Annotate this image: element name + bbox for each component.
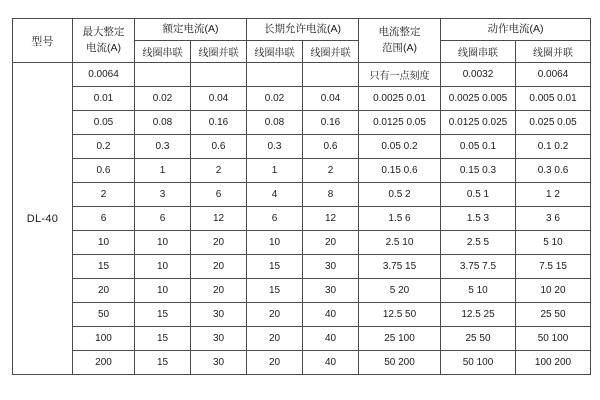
cell-max-setting: 0.6 bbox=[73, 159, 135, 183]
cell-action-parallel: 3 6 bbox=[516, 207, 591, 231]
table-row bbox=[13, 111, 591, 135]
model-value-cell: DL-40 bbox=[13, 63, 73, 375]
cell-max-setting: 200 bbox=[73, 351, 135, 375]
cell-rated-series: 3 bbox=[135, 183, 191, 207]
header-allow-parallel: 线圈并联 bbox=[303, 41, 359, 63]
table-row bbox=[13, 279, 591, 303]
cell-setting-range: 0.05 0.2 bbox=[359, 135, 441, 159]
cell-action-parallel: 0.3 0.6 bbox=[516, 159, 591, 183]
cell-rated-series: 10 bbox=[135, 279, 191, 303]
cell-rated-series: 15 bbox=[135, 327, 191, 351]
cell-action-series: 0.5 1 bbox=[441, 183, 516, 207]
cell-allow-parallel: 40 bbox=[303, 327, 359, 351]
header-allow-series: 线圈串联 bbox=[247, 41, 303, 63]
table-row bbox=[13, 207, 591, 231]
table-row bbox=[13, 135, 591, 159]
header-action-current: 动作电流(A) bbox=[441, 19, 591, 41]
cell-allow-series: 0.3 bbox=[247, 135, 303, 159]
header-setting-range-line1: 电流整定 bbox=[378, 26, 421, 39]
cell-allow-series bbox=[247, 63, 303, 87]
cell-action-parallel: 1 2 bbox=[516, 183, 591, 207]
cell-rated-parallel: 0.16 bbox=[191, 111, 247, 135]
table-row bbox=[13, 231, 591, 255]
cell-max-setting: 10 bbox=[73, 231, 135, 255]
cell-rated-parallel: 30 bbox=[191, 303, 247, 327]
cell-allow-parallel: 8 bbox=[303, 183, 359, 207]
header-max-setting-current bbox=[73, 19, 135, 63]
cell-action-parallel: 0.1 0.2 bbox=[516, 135, 591, 159]
cell-max-setting: 100 bbox=[73, 327, 135, 351]
cell-action-parallel: 25 50 bbox=[516, 303, 591, 327]
cell-rated-parallel: 12 bbox=[191, 207, 247, 231]
cell-allow-series: 15 bbox=[247, 279, 303, 303]
cell-rated-series: 15 bbox=[135, 303, 191, 327]
cell-allow-series: 0.08 bbox=[247, 111, 303, 135]
cell-action-series: 0.05 0.1 bbox=[441, 135, 516, 159]
cell-max-setting: 20 bbox=[73, 279, 135, 303]
header-setting-range-line2: 范围(A) bbox=[382, 41, 417, 54]
cell-allow-parallel: 0.04 bbox=[303, 87, 359, 111]
cell-action-series: 0.0025 0.005 bbox=[441, 87, 516, 111]
cell-rated-parallel: 30 bbox=[191, 351, 247, 375]
cell-action-parallel: 5 10 bbox=[516, 231, 591, 255]
cell-setting-range: 50 200 bbox=[359, 351, 441, 375]
cell-allow-parallel: 40 bbox=[303, 303, 359, 327]
cell-allow-parallel: 0.6 bbox=[303, 135, 359, 159]
cell-max-setting: 6 bbox=[73, 207, 135, 231]
cell-allow-series: 1 bbox=[247, 159, 303, 183]
cell-setting-range: 0.15 0.6 bbox=[359, 159, 441, 183]
cell-max-setting: 0.05 bbox=[73, 111, 135, 135]
cell-allow-series: 0.02 bbox=[247, 87, 303, 111]
table-row bbox=[13, 255, 591, 279]
cell-action-parallel: 0.005 0.01 bbox=[516, 87, 591, 111]
table-row bbox=[13, 327, 591, 351]
header-rated-current: 额定电流(A) bbox=[135, 19, 247, 41]
cell-allow-parallel: 30 bbox=[303, 279, 359, 303]
cell-rated-series: 15 bbox=[135, 351, 191, 375]
cell-rated-series bbox=[135, 63, 191, 87]
cell-action-series: 5 10 bbox=[441, 279, 516, 303]
cell-action-series: 25 50 bbox=[441, 327, 516, 351]
cell-allow-parallel: 40 bbox=[303, 351, 359, 375]
cell-rated-series: 0.08 bbox=[135, 111, 191, 135]
cell-allow-parallel: 12 bbox=[303, 207, 359, 231]
table-row bbox=[13, 351, 591, 375]
header-rated-series: 线圈串联 bbox=[135, 41, 191, 63]
table-row bbox=[13, 159, 591, 183]
cell-max-setting: 0.2 bbox=[73, 135, 135, 159]
cell-allow-parallel: 20 bbox=[303, 231, 359, 255]
cell-allow-parallel: 2 bbox=[303, 159, 359, 183]
cell-action-series: 3.75 7.5 bbox=[441, 255, 516, 279]
cell-setting-range: 3.75 15 bbox=[359, 255, 441, 279]
table-row bbox=[13, 183, 591, 207]
cell-action-series: 12.5 25 bbox=[441, 303, 516, 327]
cell-action-series: 1.5 3 bbox=[441, 207, 516, 231]
cell-allow-series: 15 bbox=[247, 255, 303, 279]
cell-action-series: 2.5 5 bbox=[441, 231, 516, 255]
cell-allow-series: 20 bbox=[247, 327, 303, 351]
header-action-parallel: 线圈并联 bbox=[516, 41, 591, 63]
cell-setting-range: 0.0025 0.01 bbox=[359, 87, 441, 111]
cell-setting-range: 只有一点刻度 bbox=[359, 63, 441, 87]
cell-allow-series: 20 bbox=[247, 351, 303, 375]
cell-rated-parallel: 0.04 bbox=[191, 87, 247, 111]
cell-action-series: 0.0125 0.025 bbox=[441, 111, 516, 135]
header-max-setting-line2: 电流(A) bbox=[86, 41, 121, 54]
table-row bbox=[13, 63, 591, 87]
cell-rated-parallel: 2 bbox=[191, 159, 247, 183]
cell-max-setting: 50 bbox=[73, 303, 135, 327]
cell-setting-range: 25 100 bbox=[359, 327, 441, 351]
header-rated-parallel: 线圈并联 bbox=[191, 41, 247, 63]
cell-allow-series: 20 bbox=[247, 303, 303, 327]
cell-rated-series: 0.02 bbox=[135, 87, 191, 111]
cell-allow-parallel: 30 bbox=[303, 255, 359, 279]
table-row bbox=[13, 87, 591, 111]
cell-allow-parallel: 0.16 bbox=[303, 111, 359, 135]
cell-rated-series: 0.3 bbox=[135, 135, 191, 159]
cell-max-setting: 15 bbox=[73, 255, 135, 279]
cell-setting-range: 0.5 2 bbox=[359, 183, 441, 207]
specification-table bbox=[12, 18, 591, 375]
table-header-row-1 bbox=[13, 19, 591, 41]
cell-action-parallel: 100 200 bbox=[516, 351, 591, 375]
cell-allow-series: 6 bbox=[247, 207, 303, 231]
cell-rated-series: 1 bbox=[135, 159, 191, 183]
cell-rated-series: 10 bbox=[135, 231, 191, 255]
cell-action-series: 0.15 0.3 bbox=[441, 159, 516, 183]
table-row bbox=[13, 303, 591, 327]
cell-action-parallel: 0.0064 bbox=[516, 63, 591, 87]
cell-rated-series: 6 bbox=[135, 207, 191, 231]
cell-action-parallel: 0.025 0.05 bbox=[516, 111, 591, 135]
cell-allow-series: 4 bbox=[247, 183, 303, 207]
cell-setting-range: 1.5 6 bbox=[359, 207, 441, 231]
cell-setting-range: 5 20 bbox=[359, 279, 441, 303]
cell-rated-parallel: 0.6 bbox=[191, 135, 247, 159]
cell-setting-range: 2.5 10 bbox=[359, 231, 441, 255]
cell-action-parallel: 50 100 bbox=[516, 327, 591, 351]
cell-max-setting: 0.0064 bbox=[73, 63, 135, 87]
cell-max-setting: 2 bbox=[73, 183, 135, 207]
cell-rated-parallel: 6 bbox=[191, 183, 247, 207]
cell-rated-parallel: 20 bbox=[191, 255, 247, 279]
cell-rated-parallel: 30 bbox=[191, 327, 247, 351]
cell-max-setting: 0.01 bbox=[73, 87, 135, 111]
cell-action-parallel: 7.5 15 bbox=[516, 255, 591, 279]
cell-rated-parallel bbox=[191, 63, 247, 87]
cell-action-series: 50 100 bbox=[441, 351, 516, 375]
cell-rated-series: 10 bbox=[135, 255, 191, 279]
cell-action-parallel: 10 20 bbox=[516, 279, 591, 303]
header-current-setting-range bbox=[359, 19, 441, 63]
cell-allow-series: 10 bbox=[247, 231, 303, 255]
cell-action-series: 0.0032 bbox=[441, 63, 516, 87]
header-max-setting-line1: 最大整定 bbox=[82, 26, 125, 39]
cell-setting-range: 12.5 50 bbox=[359, 303, 441, 327]
cell-setting-range: 0.0125 0.05 bbox=[359, 111, 441, 135]
cell-rated-parallel: 20 bbox=[191, 279, 247, 303]
header-long-term-allowed-current: 长期允许电流(A) bbox=[247, 19, 359, 41]
header-action-series: 线圈串联 bbox=[441, 41, 516, 63]
cell-rated-parallel: 20 bbox=[191, 231, 247, 255]
cell-allow-parallel bbox=[303, 63, 359, 87]
header-model: 型号 bbox=[13, 19, 73, 63]
